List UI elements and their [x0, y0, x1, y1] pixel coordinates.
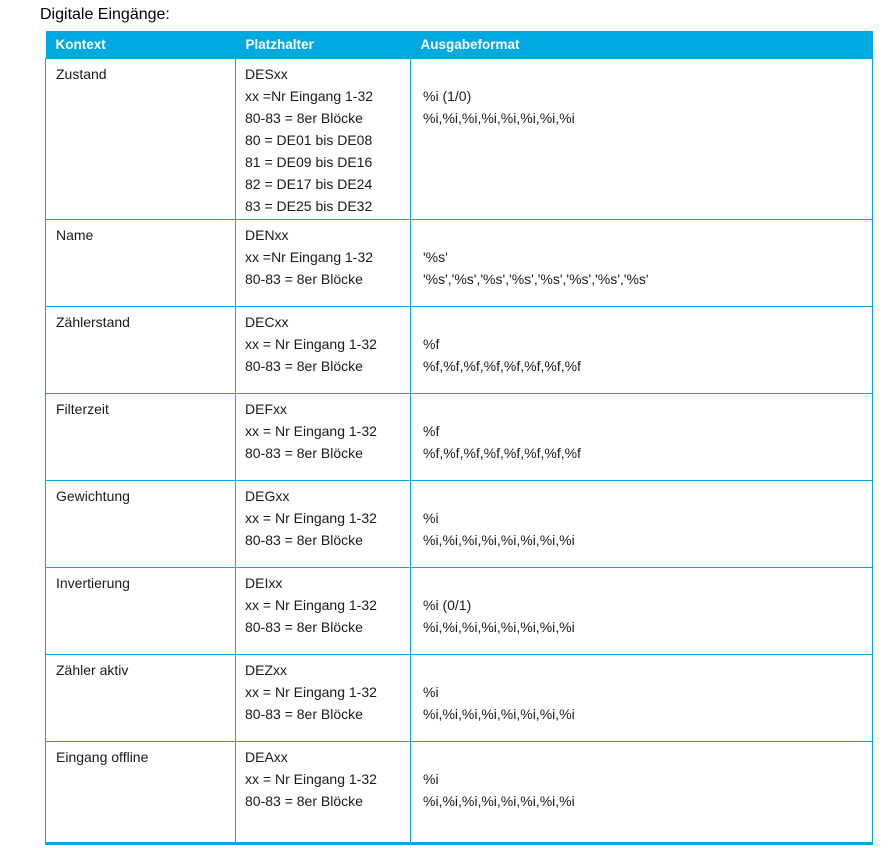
cell-line: 80-83 = 8er Blöcke: [245, 531, 363, 548]
cell-line: xx = Nr Eingang 1-32: [245, 335, 377, 352]
cell-line: Zähler aktiv: [56, 661, 129, 678]
cell-line: %f: [423, 422, 440, 439]
cell-line: 80 = DE01 bis DE08: [245, 131, 373, 148]
cell-line: xx =Nr Eingang 1-32: [245, 248, 374, 265]
cell-line: DESxx: [245, 65, 288, 82]
table-row: [46, 567, 873, 654]
cell-line: Name: [56, 226, 94, 243]
cell-line: xx = Nr Eingang 1-32: [245, 770, 377, 787]
platzhalter-cell: [236, 567, 411, 654]
table-row: [46, 741, 873, 843]
cell-line: xx =Nr Eingang 1-32: [245, 87, 374, 104]
ausgabeformat-cell: [411, 393, 873, 480]
cell-line: xx = Nr Eingang 1-32: [245, 683, 377, 700]
cell-line: Zustand: [56, 65, 107, 82]
table-body: [46, 58, 873, 843]
table-row: [46, 480, 873, 567]
cell-line: Eingang offline: [56, 748, 149, 765]
table-row: [46, 306, 873, 393]
column-header-platzhalter: Platzhalter: [236, 31, 411, 58]
platzhalter-cell: [236, 480, 411, 567]
table-row: [46, 219, 873, 306]
platzhalter-cell: [236, 654, 411, 741]
cell-line: 80-83 = 8er Blöcke: [245, 357, 363, 374]
cell-line: xx = Nr Eingang 1-32: [245, 596, 377, 613]
cell-line: DECxx: [245, 313, 289, 330]
cell-line: 83 = DE25 bis DE32: [245, 197, 373, 214]
cell-line: '%s': [423, 248, 448, 265]
cell-line: %i (1/0): [423, 87, 472, 104]
kontext-cell: [46, 567, 236, 654]
platzhalter-cell: [236, 58, 411, 219]
cell-line: %f: [423, 335, 440, 352]
kontext-cell: [46, 58, 236, 219]
table-row: [46, 393, 873, 480]
cell-line: [423, 485, 864, 507]
cell-line: %f,%f,%f,%f,%f,%f,%f,%f: [423, 357, 581, 374]
cell-line: [423, 398, 864, 420]
cell-line: 81 = DE09 bis DE16: [245, 153, 373, 170]
cell-line: DEZxx: [245, 661, 287, 678]
kontext-cell: [46, 741, 236, 843]
column-header-kontext: Kontext: [46, 31, 236, 58]
digital-inputs-table: [45, 31, 873, 845]
column-header-ausgabeformat: Ausgabeformat: [411, 31, 873, 58]
cell-line: Filterzeit: [56, 400, 109, 417]
table-row: [46, 654, 873, 741]
kontext-cell: [46, 219, 236, 306]
kontext-cell: [46, 480, 236, 567]
ausgabeformat-cell: [411, 654, 873, 741]
ausgabeformat-cell: [411, 480, 873, 567]
kontext-cell: [46, 306, 236, 393]
platzhalter-cell: [236, 393, 411, 480]
cell-line: DEAxx: [245, 748, 288, 765]
cell-line: DENxx: [245, 226, 289, 243]
cell-line: %i,%i,%i,%i,%i,%i,%i,%i: [423, 531, 575, 548]
cell-line: 80-83 = 8er Blöcke: [245, 618, 363, 635]
cell-line: %i (0/1): [423, 596, 472, 613]
cell-line: [423, 746, 864, 768]
cell-line: 80-83 = 8er Blöcke: [245, 109, 363, 126]
platzhalter-cell: [236, 741, 411, 843]
table-row: [46, 58, 873, 219]
cell-line: [423, 659, 864, 681]
cell-line: 80-83 = 8er Blöcke: [245, 792, 363, 809]
cell-line: DEIxx: [245, 574, 283, 591]
platzhalter-cell: [236, 306, 411, 393]
cell-line: %f,%f,%f,%f,%f,%f,%f,%f: [423, 444, 581, 461]
cell-line: %i: [423, 509, 439, 526]
table-header-row: [46, 31, 873, 58]
cell-line: '%s','%s','%s','%s','%s','%s','%s','%s': [423, 270, 649, 287]
ausgabeformat-cell: [411, 58, 873, 219]
cell-line: xx = Nr Eingang 1-32: [245, 422, 377, 439]
cell-line: [423, 63, 864, 85]
cell-line: DEGxx: [245, 487, 290, 504]
cell-line: %i,%i,%i,%i,%i,%i,%i,%i: [423, 705, 575, 722]
cell-line: [423, 224, 864, 246]
cell-line: 80-83 = 8er Blöcke: [245, 270, 363, 287]
cell-line: 80-83 = 8er Blöcke: [245, 444, 363, 461]
cell-line: %i,%i,%i,%i,%i,%i,%i,%i: [423, 792, 575, 809]
ausgabeformat-cell: [411, 219, 873, 306]
cell-line: 80-83 = 8er Blöcke: [245, 705, 363, 722]
ausgabeformat-cell: [411, 741, 873, 843]
cell-line: [423, 572, 864, 594]
kontext-cell: [46, 654, 236, 741]
cell-line: %i: [423, 770, 439, 787]
cell-line: %i: [423, 683, 439, 700]
cell-line: xx = Nr Eingang 1-32: [245, 509, 377, 526]
cell-line: Gewichtung: [56, 487, 130, 504]
platzhalter-cell: [236, 219, 411, 306]
ausgabeformat-cell: [411, 567, 873, 654]
cell-line: Invertierung: [56, 574, 130, 591]
cell-line: 82 = DE17 bis DE24: [245, 175, 373, 192]
cell-line: [423, 311, 864, 333]
kontext-cell: [46, 393, 236, 480]
ausgabeformat-cell: [411, 306, 873, 393]
cell-line: %i,%i,%i,%i,%i,%i,%i,%i: [423, 618, 575, 635]
page-title: Digitale Eingänge:: [40, 6, 170, 23]
cell-line: DEFxx: [245, 400, 287, 417]
cell-line: Zählerstand: [56, 313, 130, 330]
cell-line: %i,%i,%i,%i,%i,%i,%i,%i: [423, 109, 575, 126]
